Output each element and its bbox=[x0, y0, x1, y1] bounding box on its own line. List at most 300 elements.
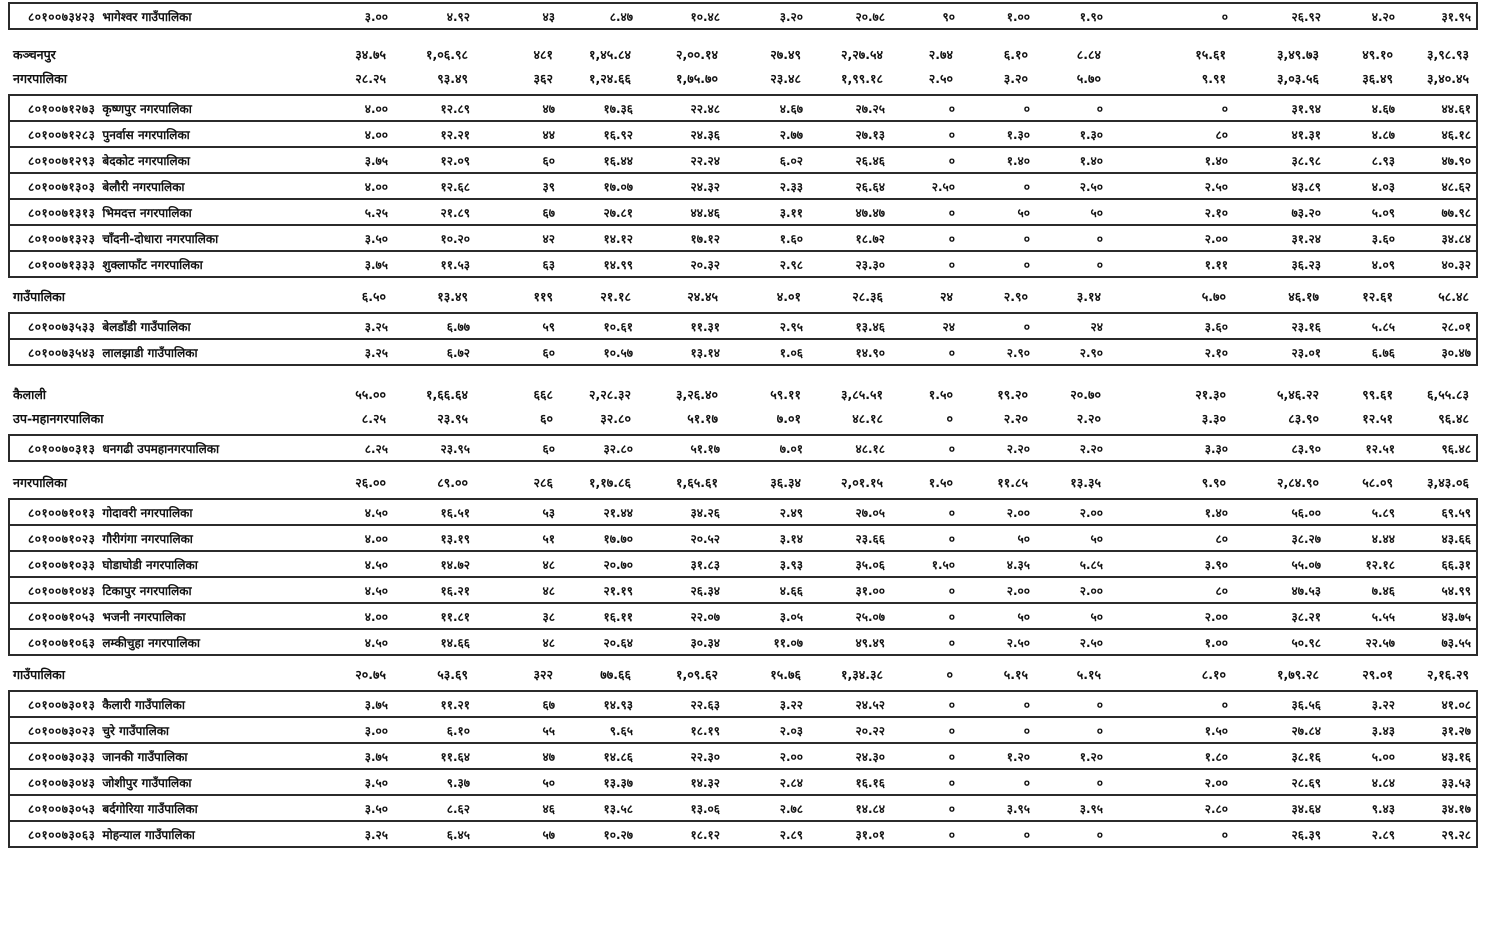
value-cell: ५८.४८ bbox=[1438, 288, 1469, 304]
value-cell: ४.८७ bbox=[1371, 127, 1395, 142]
value-cell: १७.०७ bbox=[603, 179, 633, 194]
value-cell: ११.६४ bbox=[440, 749, 470, 764]
table-row bbox=[10, 198, 1476, 224]
value-cell: ५.७० bbox=[1201, 288, 1226, 304]
value-cell: ४८ bbox=[542, 583, 555, 598]
local-level-code: ८०१००७१०६३ bbox=[28, 635, 96, 650]
subtotal-row bbox=[8, 406, 1478, 430]
value-cell: २८.२५ bbox=[355, 70, 386, 86]
value-cell: १८.१९ bbox=[690, 723, 720, 738]
value-cell: ६७ bbox=[542, 205, 555, 220]
value-cell: १२.५१ bbox=[1365, 441, 1395, 456]
value-cell: ४४.४६ bbox=[690, 205, 720, 220]
value-cell: ६० bbox=[542, 345, 555, 360]
value-cell: ५६.०० bbox=[1291, 505, 1321, 520]
value-cell: ३,४९.७३ bbox=[1277, 46, 1319, 62]
value-cell: ४८ bbox=[542, 557, 555, 572]
local-level-code: ८०१००७१०४३ bbox=[28, 583, 96, 598]
value-cell: ९.९१ bbox=[1201, 70, 1226, 86]
value-cell: १५.६१ bbox=[1195, 46, 1226, 62]
value-cell: ४.०० bbox=[364, 609, 388, 624]
value-cell: ३.०० bbox=[364, 9, 388, 24]
local-level-code: ८०१००७३५४३ bbox=[28, 345, 96, 360]
value-cell: १.२० bbox=[1079, 749, 1103, 764]
value-cell: ० bbox=[948, 635, 955, 650]
value-cell: २१.८९ bbox=[440, 205, 470, 220]
local-level-name-cell bbox=[10, 126, 327, 143]
value-cell: ४.६७ bbox=[779, 101, 803, 116]
value-cell: १०.२० bbox=[440, 231, 470, 246]
value-cell: ४.२० bbox=[1371, 9, 1395, 24]
value-cell: ३२.८० bbox=[603, 441, 633, 456]
value-cell: १४.९३ bbox=[603, 697, 633, 712]
value-cell: २१.३० bbox=[1195, 386, 1226, 402]
value-cell: २८.०१ bbox=[1441, 319, 1471, 334]
value-cell: २३.१६ bbox=[1291, 319, 1321, 334]
value-cell: ४७.४७ bbox=[855, 205, 885, 220]
value-cell: ६.७६ bbox=[1371, 345, 1395, 360]
local-level-name-cell bbox=[10, 178, 327, 195]
value-cell: २.५० bbox=[1079, 179, 1103, 194]
value-cell: ११९ bbox=[533, 288, 553, 304]
value-cell: १२.१८ bbox=[1365, 557, 1395, 572]
value-cell: १३.३७ bbox=[603, 775, 633, 790]
value-cell: १३.३५ bbox=[1070, 474, 1101, 490]
local-level-name-cell bbox=[10, 748, 327, 765]
value-cell: ४.८४ bbox=[1371, 775, 1395, 790]
value-cell: ७.०१ bbox=[776, 410, 801, 426]
value-cell: २.२० bbox=[1076, 410, 1101, 426]
value-cell: २८६ bbox=[533, 474, 553, 490]
value-cell: ४७.९० bbox=[1441, 153, 1471, 168]
value-cell: १.११ bbox=[1204, 257, 1228, 272]
value-cell: ० bbox=[948, 505, 955, 520]
value-cell: ३.७५ bbox=[364, 153, 388, 168]
value-cell: २४.५२ bbox=[855, 697, 885, 712]
value-cell: ६६८ bbox=[533, 386, 553, 402]
value-cell: २०.५२ bbox=[690, 531, 720, 546]
value-cell: २३.९५ bbox=[437, 410, 468, 426]
value-cell: ९.४३ bbox=[1371, 801, 1395, 816]
value-cell: ३.२५ bbox=[364, 827, 388, 842]
value-cell: २३.४८ bbox=[770, 70, 801, 86]
value-cell: १,३४.३८ bbox=[841, 666, 883, 682]
value-cell: ० bbox=[948, 441, 955, 456]
section-spacer bbox=[8, 30, 1478, 42]
value-cell: २७.१३ bbox=[855, 127, 885, 142]
district-label: कैलाली bbox=[13, 386, 47, 402]
local-level-code: ८०१००७३०४३ bbox=[28, 775, 96, 790]
value-cell: २.१० bbox=[1204, 345, 1228, 360]
value-cell: ५.५५ bbox=[1371, 609, 1395, 624]
value-cell: ६० bbox=[542, 441, 555, 456]
local-level-name: कैलारी गाउँपालिका bbox=[102, 697, 185, 712]
value-cell: ३.५० bbox=[364, 775, 388, 790]
table-row bbox=[10, 692, 1476, 716]
value-cell: ४.३५ bbox=[1006, 557, 1030, 572]
value-cell: २.५० bbox=[1006, 635, 1030, 650]
value-cell: २७.८१ bbox=[603, 205, 633, 220]
value-cell: ३.३० bbox=[1201, 410, 1226, 426]
value-cell: १६.२१ bbox=[440, 583, 470, 598]
value-cell: ० bbox=[1221, 827, 1228, 842]
value-cell: ० bbox=[1096, 697, 1103, 712]
value-cell: २४.४५ bbox=[687, 288, 718, 304]
value-cell: ३६२ bbox=[533, 70, 553, 86]
value-cell: ४४ bbox=[542, 127, 555, 142]
value-cell: २.८९ bbox=[779, 827, 803, 842]
budget-table bbox=[8, 2, 1478, 848]
value-cell: ० bbox=[1023, 319, 1030, 334]
value-cell: २.०० bbox=[779, 749, 803, 764]
local-level-code: ८०१००७१०५३ bbox=[28, 609, 96, 624]
value-cell: २.९० bbox=[1003, 288, 1028, 304]
value-cell: ३२२ bbox=[533, 666, 553, 682]
value-cell: ४.४४ bbox=[1371, 531, 1395, 546]
local-level-code: ८०१००७१२९३ bbox=[28, 153, 96, 168]
value-cell: ११.८१ bbox=[440, 609, 470, 624]
value-cell: ४३.७५ bbox=[1441, 609, 1471, 624]
local-level-name-cell bbox=[10, 530, 327, 547]
value-cell: ० bbox=[948, 205, 955, 220]
value-cell: १,०९.६२ bbox=[676, 666, 718, 682]
value-cell: २,०१.१५ bbox=[841, 474, 883, 490]
value-cell: ४.०० bbox=[364, 531, 388, 546]
value-cell: १९.२० bbox=[997, 386, 1028, 402]
value-cell: २.५० bbox=[1079, 635, 1103, 650]
value-cell: ११.३१ bbox=[690, 319, 720, 334]
local-level-name-cell bbox=[10, 100, 327, 117]
value-cell: ५९ bbox=[542, 319, 555, 334]
value-cell: २४.३६ bbox=[690, 127, 720, 142]
value-cell: २.५० bbox=[928, 70, 953, 86]
value-cell: २०.६४ bbox=[603, 635, 633, 650]
table-row bbox=[10, 500, 1476, 524]
value-cell: ७३.५५ bbox=[1441, 635, 1471, 650]
value-cell: ५० bbox=[1090, 531, 1103, 546]
local-level-code: ८०१००७३५३३ bbox=[28, 319, 96, 334]
value-cell: १.०० bbox=[1204, 635, 1228, 650]
value-cell: २६.६४ bbox=[855, 179, 885, 194]
local-level-name-cell bbox=[10, 152, 327, 169]
local-level-name: कृष्णपुर नगरपालिका bbox=[102, 101, 192, 116]
value-cell: ० bbox=[948, 531, 955, 546]
value-cell: ८३.९० bbox=[1291, 441, 1321, 456]
value-cell: ० bbox=[1096, 231, 1103, 246]
value-cell: १४.१२ bbox=[603, 231, 633, 246]
value-cell: २,२८.३२ bbox=[589, 386, 631, 402]
table-row bbox=[10, 602, 1476, 628]
value-cell: ३१.२४ bbox=[1291, 231, 1321, 246]
value-cell: १.३० bbox=[1006, 127, 1030, 142]
value-cell: २.३३ bbox=[779, 179, 803, 194]
value-cell: २९.२८ bbox=[1441, 827, 1471, 842]
value-cell: १.२० bbox=[1006, 749, 1030, 764]
value-cell: ४.५० bbox=[364, 583, 388, 598]
table-row bbox=[10, 576, 1476, 602]
value-cell: ४९.४९ bbox=[855, 635, 885, 650]
value-cell: ३.९० bbox=[1204, 557, 1228, 572]
subtotal-row bbox=[8, 662, 1478, 686]
value-cell: १.८० bbox=[1204, 749, 1228, 764]
value-cell: ३८.२७ bbox=[1291, 531, 1321, 546]
value-cell: ३४.६४ bbox=[1291, 801, 1321, 816]
value-cell: ४३.८९ bbox=[1291, 179, 1321, 194]
table-row bbox=[10, 338, 1476, 364]
value-cell: ३.९५ bbox=[1079, 801, 1103, 816]
value-cell: ६.४५ bbox=[446, 827, 470, 842]
local-level-name-cell bbox=[10, 800, 327, 817]
local-level-name-cell bbox=[10, 256, 327, 273]
value-cell: ० bbox=[948, 101, 955, 116]
value-cell: ३.७५ bbox=[364, 257, 388, 272]
local-level-code: ८०१००७१२७३ bbox=[28, 101, 96, 116]
value-cell: ५० bbox=[1090, 205, 1103, 220]
value-cell: १.५० bbox=[1204, 723, 1228, 738]
value-cell: ० bbox=[948, 231, 955, 246]
value-cell: ३४.७५ bbox=[355, 46, 386, 62]
value-cell: १.६० bbox=[779, 231, 803, 246]
table-row bbox=[10, 742, 1476, 768]
value-cell: २३.९५ bbox=[440, 441, 470, 456]
value-cell: ९९.६१ bbox=[1362, 386, 1393, 402]
value-cell: ८.१० bbox=[1201, 666, 1226, 682]
value-cell: ३.२२ bbox=[779, 697, 803, 712]
value-cell: २.४९ bbox=[779, 505, 803, 520]
value-cell: ० bbox=[948, 827, 955, 842]
value-cell: ५९.११ bbox=[770, 386, 801, 402]
local-level-code: ८०१००७१०३३ bbox=[28, 557, 96, 572]
value-cell: ४.०० bbox=[364, 179, 388, 194]
table-row bbox=[10, 820, 1476, 846]
value-cell: २.०३ bbox=[779, 723, 803, 738]
local-level-name-cell bbox=[10, 634, 327, 651]
value-cell: १.५० bbox=[928, 474, 953, 490]
value-cell: ० bbox=[1023, 697, 1030, 712]
value-cell: ० bbox=[1096, 827, 1103, 842]
value-cell: २२.३० bbox=[690, 749, 720, 764]
value-cell: ४.६७ bbox=[1371, 101, 1395, 116]
value-cell: ६.७२ bbox=[446, 345, 470, 360]
value-cell: २२.५७ bbox=[1365, 635, 1395, 650]
table-row bbox=[10, 146, 1476, 172]
value-cell: ८.४७ bbox=[609, 9, 633, 24]
value-cell: ५८.०९ bbox=[1362, 474, 1393, 490]
table-row bbox=[10, 224, 1476, 250]
table-row bbox=[10, 4, 1476, 28]
value-cell: ५५.०७ bbox=[1291, 557, 1321, 572]
local-level-code: ८०१००७३०१३ bbox=[28, 697, 96, 712]
local-level-code: ८०१००७३०२३ bbox=[28, 723, 96, 738]
value-cell: ० bbox=[948, 775, 955, 790]
value-cell: ८० bbox=[1215, 583, 1228, 598]
local-level-code: ८०१००७१२८३ bbox=[28, 127, 96, 142]
value-cell: २७.८४ bbox=[1291, 723, 1321, 738]
local-level-type-label: गाउँपालिका bbox=[13, 666, 66, 682]
value-cell: १,७५.७० bbox=[676, 70, 718, 86]
value-cell: ५.२५ bbox=[364, 205, 388, 220]
value-cell: ४.०३ bbox=[1371, 179, 1395, 194]
value-cell: ३,०३.५६ bbox=[1277, 70, 1319, 86]
value-cell: २.८९ bbox=[1371, 827, 1395, 842]
value-cell: ३१.९४ bbox=[1291, 101, 1321, 116]
value-cell: ३९ bbox=[542, 179, 555, 194]
value-cell: ५१.१७ bbox=[687, 410, 718, 426]
value-cell: ९६.४८ bbox=[1438, 410, 1469, 426]
local-level-code: ८०१००७१०१३ bbox=[28, 505, 96, 520]
value-cell: २१.४४ bbox=[603, 505, 633, 520]
value-cell: ३६.५६ bbox=[1291, 697, 1321, 712]
row-group-box bbox=[8, 498, 1478, 656]
value-cell: ० bbox=[1221, 697, 1228, 712]
value-cell: ८.२५ bbox=[364, 441, 388, 456]
value-cell: ३५.०६ bbox=[855, 557, 885, 572]
value-cell: २७.२५ bbox=[855, 101, 885, 116]
table-row bbox=[10, 250, 1476, 276]
value-cell: १६.९२ bbox=[603, 127, 633, 142]
value-cell: ४७ bbox=[542, 101, 555, 116]
value-cell: २०.३२ bbox=[690, 257, 720, 272]
local-level-name-cell bbox=[10, 230, 327, 247]
value-cell: ४.०१ bbox=[776, 288, 801, 304]
value-cell: ५५ bbox=[542, 723, 555, 738]
value-cell: ४४.६१ bbox=[1441, 101, 1471, 116]
value-cell: ६.५० bbox=[361, 288, 386, 304]
value-cell: १६.४४ bbox=[603, 153, 633, 168]
value-cell: ३.४३ bbox=[1371, 723, 1395, 738]
local-level-name: चुरे गाउँपालिका bbox=[102, 723, 170, 738]
value-cell: २०.७० bbox=[1070, 386, 1101, 402]
value-cell: १.५० bbox=[931, 557, 955, 572]
value-cell: ३४.८४ bbox=[1441, 231, 1471, 246]
local-level-name: गौरीगंगा नगरपालिका bbox=[102, 531, 193, 546]
local-level-name-cell bbox=[10, 774, 327, 791]
value-cell: ८० bbox=[1215, 531, 1228, 546]
value-cell: ३,२६.४० bbox=[676, 386, 718, 402]
local-level-name-cell bbox=[10, 582, 327, 599]
value-cell: ५० bbox=[1017, 531, 1030, 546]
value-cell: ० bbox=[1096, 775, 1103, 790]
value-cell: ० bbox=[1023, 101, 1030, 116]
local-level-name-cell bbox=[10, 608, 327, 625]
value-cell: २०.२२ bbox=[855, 723, 885, 738]
table-row bbox=[10, 524, 1476, 550]
value-cell: २.९८ bbox=[779, 257, 803, 272]
value-cell: ५.०० bbox=[1371, 749, 1395, 764]
local-level-code: ८०१००७१३०३ bbox=[28, 179, 96, 194]
value-cell: ० bbox=[1096, 257, 1103, 272]
value-cell: ३,८५.५१ bbox=[841, 386, 883, 402]
value-cell: ४.०० bbox=[364, 127, 388, 142]
local-level-name-cell bbox=[10, 344, 327, 361]
value-cell: १२.६८ bbox=[440, 179, 470, 194]
local-level-name: टिकापुर नगरपालिका bbox=[102, 583, 192, 598]
value-cell: २.०० bbox=[1079, 505, 1103, 520]
value-cell: ० bbox=[946, 410, 953, 426]
value-cell: ३०.३४ bbox=[690, 635, 720, 650]
value-cell: १६.११ bbox=[603, 609, 633, 624]
value-cell: १२.६१ bbox=[1362, 288, 1393, 304]
table-row bbox=[10, 628, 1476, 654]
value-cell: ६.०२ bbox=[779, 153, 803, 168]
value-cell: ५.७० bbox=[1076, 70, 1101, 86]
value-cell: २५.०७ bbox=[855, 609, 885, 624]
table-row bbox=[10, 550, 1476, 576]
value-cell: २६.३९ bbox=[1291, 827, 1321, 842]
value-cell: ४६.१७ bbox=[1288, 288, 1319, 304]
value-cell: १३.१४ bbox=[690, 345, 720, 360]
local-level-name: जानकी गाउँपालिका bbox=[102, 749, 188, 764]
value-cell: १,७९.२८ bbox=[1277, 666, 1319, 682]
value-cell: ० bbox=[948, 723, 955, 738]
local-level-name: भिमदत्त नगरपालिका bbox=[102, 205, 192, 220]
value-cell: १.०६ bbox=[779, 345, 803, 360]
value-cell: १.९० bbox=[1079, 9, 1103, 24]
local-level-name: बेलडाँडी गाउँपालिका bbox=[102, 319, 191, 334]
value-cell: १,४५.८४ bbox=[589, 46, 631, 62]
local-level-code: ८०१००७३०६३ bbox=[28, 827, 96, 842]
value-cell: ५०.९८ bbox=[1291, 635, 1321, 650]
row-group-box bbox=[8, 94, 1478, 278]
value-cell: ८.२५ bbox=[361, 410, 386, 426]
value-cell: ३,४०.४५ bbox=[1427, 70, 1469, 86]
table-row bbox=[10, 436, 1476, 460]
value-cell: ५.१५ bbox=[1003, 666, 1028, 682]
local-level-code: ८०१००७१३२३ bbox=[28, 231, 96, 246]
value-cell: ५१ bbox=[542, 531, 555, 546]
value-cell: २.९० bbox=[1079, 345, 1103, 360]
value-cell: २१.१८ bbox=[600, 288, 631, 304]
local-level-name-cell bbox=[10, 722, 327, 739]
value-cell: १३.५८ bbox=[603, 801, 633, 816]
value-cell: ३०.४७ bbox=[1441, 345, 1471, 360]
value-cell: ३.०५ bbox=[779, 609, 803, 624]
subtotal-row bbox=[8, 470, 1478, 494]
local-level-type-label: नगरपालिका bbox=[13, 474, 67, 490]
value-cell: ३३.५३ bbox=[1441, 775, 1471, 790]
value-cell: २.७७ bbox=[779, 127, 803, 142]
value-cell: १,१७.८६ bbox=[589, 474, 631, 490]
value-cell: ५४.९९ bbox=[1441, 583, 1471, 598]
value-cell: ८.९३ bbox=[1371, 153, 1395, 168]
value-cell: १४.८४ bbox=[855, 801, 885, 816]
value-cell: १२.२१ bbox=[440, 127, 470, 142]
local-level-name: भजनी नगरपालिका bbox=[102, 609, 186, 624]
value-cell: १७.७० bbox=[603, 531, 633, 546]
value-cell: ६० bbox=[539, 410, 553, 426]
value-cell: ४३ bbox=[542, 9, 555, 24]
value-cell: ६३ bbox=[542, 257, 555, 272]
value-cell: १७.१२ bbox=[690, 231, 720, 246]
value-cell: ४०.३२ bbox=[1441, 257, 1471, 272]
value-cell: ३.९३ bbox=[779, 557, 803, 572]
district-label: कञ्चनपुर bbox=[13, 46, 56, 62]
value-cell: ० bbox=[948, 257, 955, 272]
value-cell: १६.१६ bbox=[855, 775, 885, 790]
value-cell: ६.७७ bbox=[446, 319, 470, 334]
value-cell: १०.४८ bbox=[690, 9, 720, 24]
value-cell: ४८.१८ bbox=[852, 410, 883, 426]
value-cell: १,०६.९८ bbox=[426, 46, 468, 62]
local-level-type-label: गाउँपालिका bbox=[13, 288, 66, 304]
value-cell: ० bbox=[1221, 9, 1228, 24]
value-cell: ५३.६९ bbox=[437, 666, 468, 682]
value-cell: ३.६० bbox=[1371, 231, 1395, 246]
subtotal-row bbox=[8, 284, 1478, 308]
value-cell: २७.०५ bbox=[855, 505, 885, 520]
value-cell: २,८४.९० bbox=[1277, 474, 1319, 490]
value-cell: २.९५ bbox=[779, 319, 803, 334]
